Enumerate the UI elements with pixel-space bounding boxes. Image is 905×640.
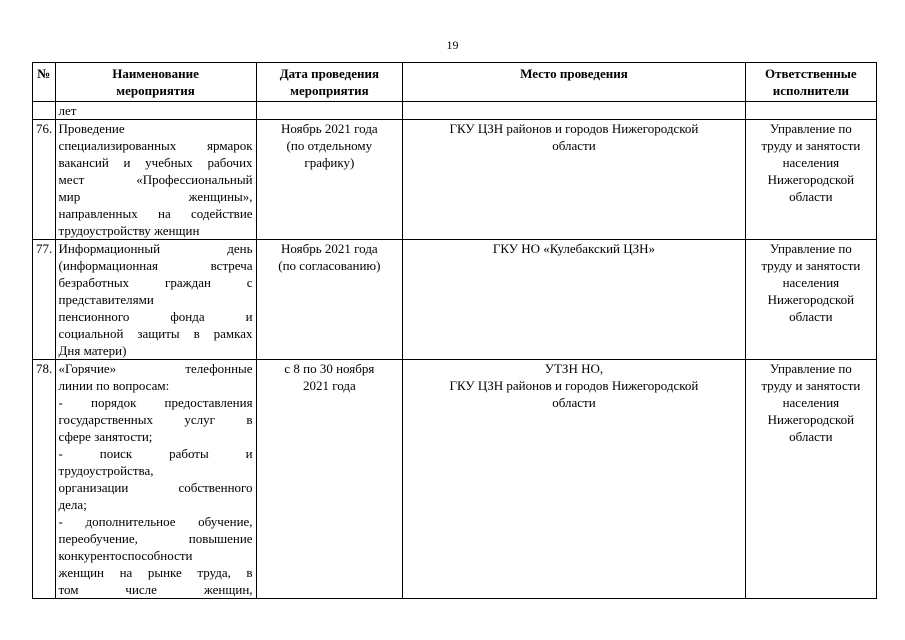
- header-name: Наименование мероприятия: [55, 63, 256, 102]
- event-date-line: (по отдельному: [286, 138, 373, 153]
- event-name-line: Дня матери): [58, 343, 127, 358]
- table-row: [33, 240, 877, 360]
- event-name-line: государственных услуг в: [58, 412, 253, 427]
- responsible-line: Управление по: [769, 241, 852, 256]
- row-number: 77.: [33, 240, 56, 360]
- event-name-line: (информационная встреча: [58, 258, 253, 273]
- event-name-line: - поиск работы и: [58, 446, 253, 461]
- event-name-cell: [55, 360, 256, 599]
- row-number: 76.: [33, 120, 56, 240]
- page-number: 19: [446, 38, 459, 52]
- event-date-line: 2021 года: [302, 378, 356, 393]
- event-place-line: ГКУ ЦЗН районов и городов Нижегородской: [449, 378, 699, 393]
- event-place-cell: [403, 102, 746, 120]
- event-date-cell: [256, 120, 403, 240]
- responsible-line: Нижегородской: [767, 292, 855, 307]
- header-resp: Ответственные исполнители: [745, 63, 876, 102]
- event-name-line: конкурентоспособности: [58, 548, 193, 563]
- event-name-line: пенсионного фонда и: [58, 309, 253, 324]
- responsible-line: области: [789, 429, 833, 444]
- event-name-line: том числе женщин,: [58, 582, 253, 597]
- responsible-cell: [745, 120, 876, 240]
- event-name-line: организации собственного: [58, 480, 253, 495]
- event-name-line: трудоустройству женщин: [58, 223, 200, 238]
- event-place-line: области: [552, 138, 596, 153]
- event-name-line: «Горячие» телефонные: [58, 361, 253, 376]
- event-place-cell: [403, 240, 746, 360]
- header-date: Дата проведения мероприятия: [256, 63, 403, 102]
- table-row: [33, 360, 877, 599]
- event-name-line: безработных граждан с: [58, 275, 253, 290]
- event-place-line: области: [552, 395, 596, 410]
- event-name-line: мест «Профессиональный: [58, 172, 253, 187]
- event-name-line: Информационный день: [58, 241, 253, 256]
- event-name-line: социальной защиты в рамках: [58, 326, 253, 341]
- event-date-line: Ноябрь 2021 года: [281, 241, 378, 256]
- event-place-cell: [403, 360, 746, 599]
- header-place: Место проведения: [403, 63, 746, 102]
- responsible-line: труду и занятости: [761, 378, 861, 393]
- responsible-cell: [745, 240, 876, 360]
- responsible-line: населения: [782, 275, 840, 290]
- event-place-line: ГКУ ЦЗН районов и городов Нижегородской: [449, 121, 699, 136]
- event-date-line: (по согласованию): [278, 258, 381, 273]
- event-date-cell: [256, 360, 403, 599]
- responsible-line: населения: [782, 155, 840, 170]
- event-date-cell: [256, 102, 403, 120]
- event-name-line: - дополнительное обучение,: [58, 514, 253, 529]
- event-date-line: графику): [304, 155, 355, 170]
- row-number: 78.: [33, 360, 56, 599]
- event-name-cell: [55, 120, 256, 240]
- event-name-line: сфере занятости;: [58, 429, 153, 444]
- event-name-line: направленных на содействие: [58, 206, 253, 221]
- responsible-line: труду и занятости: [761, 258, 861, 273]
- event-name-cell: [55, 240, 256, 360]
- event-name-line: Проведение: [58, 121, 125, 136]
- event-name-line: линии по вопросам:: [58, 378, 170, 393]
- responsible-line: Нижегородской: [767, 172, 855, 187]
- event-name-line: переобучение, повышение: [58, 531, 253, 546]
- responsible-line: труду и занятости: [761, 138, 861, 153]
- event-name-line: трудоустройства,: [58, 463, 154, 478]
- event-date-line: с 8 по 30 ноября: [284, 361, 375, 376]
- row-number: [33, 102, 56, 120]
- event-name-line: дела;: [58, 497, 87, 512]
- event-name-line: представителями: [58, 292, 154, 307]
- event-name-line: женщин на рынке труда, в: [58, 565, 253, 580]
- responsible-line: области: [789, 189, 833, 204]
- table-row: [33, 120, 877, 240]
- responsible-line: населения: [782, 395, 840, 410]
- responsible-line: Нижегородской: [767, 412, 855, 427]
- event-place-cell: [403, 120, 746, 240]
- event-date-cell: [256, 240, 403, 360]
- event-name-line: специализированных ярмарок: [58, 138, 253, 153]
- event-place-line: УТЗН НО,: [544, 361, 604, 376]
- event-name-line: вакансий и учебных рабочих: [58, 155, 253, 170]
- responsible-cell: [745, 102, 876, 120]
- event-place-line: ГКУ НО «Кулебакский ЦЗН»: [492, 241, 656, 256]
- responsible-line: Управление по: [769, 361, 852, 376]
- event-name-cell: [55, 102, 256, 120]
- event-date-line: Ноябрь 2021 года: [281, 121, 378, 136]
- events-table: [32, 62, 877, 599]
- responsible-line: Управление по: [769, 121, 852, 136]
- table-header-row: [33, 63, 877, 102]
- event-name-line: - порядок предоставления: [58, 395, 253, 410]
- event-name-line: мир женщины»,: [58, 189, 253, 204]
- responsible-line: области: [789, 309, 833, 324]
- responsible-cell: [745, 360, 876, 599]
- event-name-line: лет: [58, 103, 77, 118]
- table-row: [33, 102, 877, 120]
- header-num: №: [33, 63, 56, 102]
